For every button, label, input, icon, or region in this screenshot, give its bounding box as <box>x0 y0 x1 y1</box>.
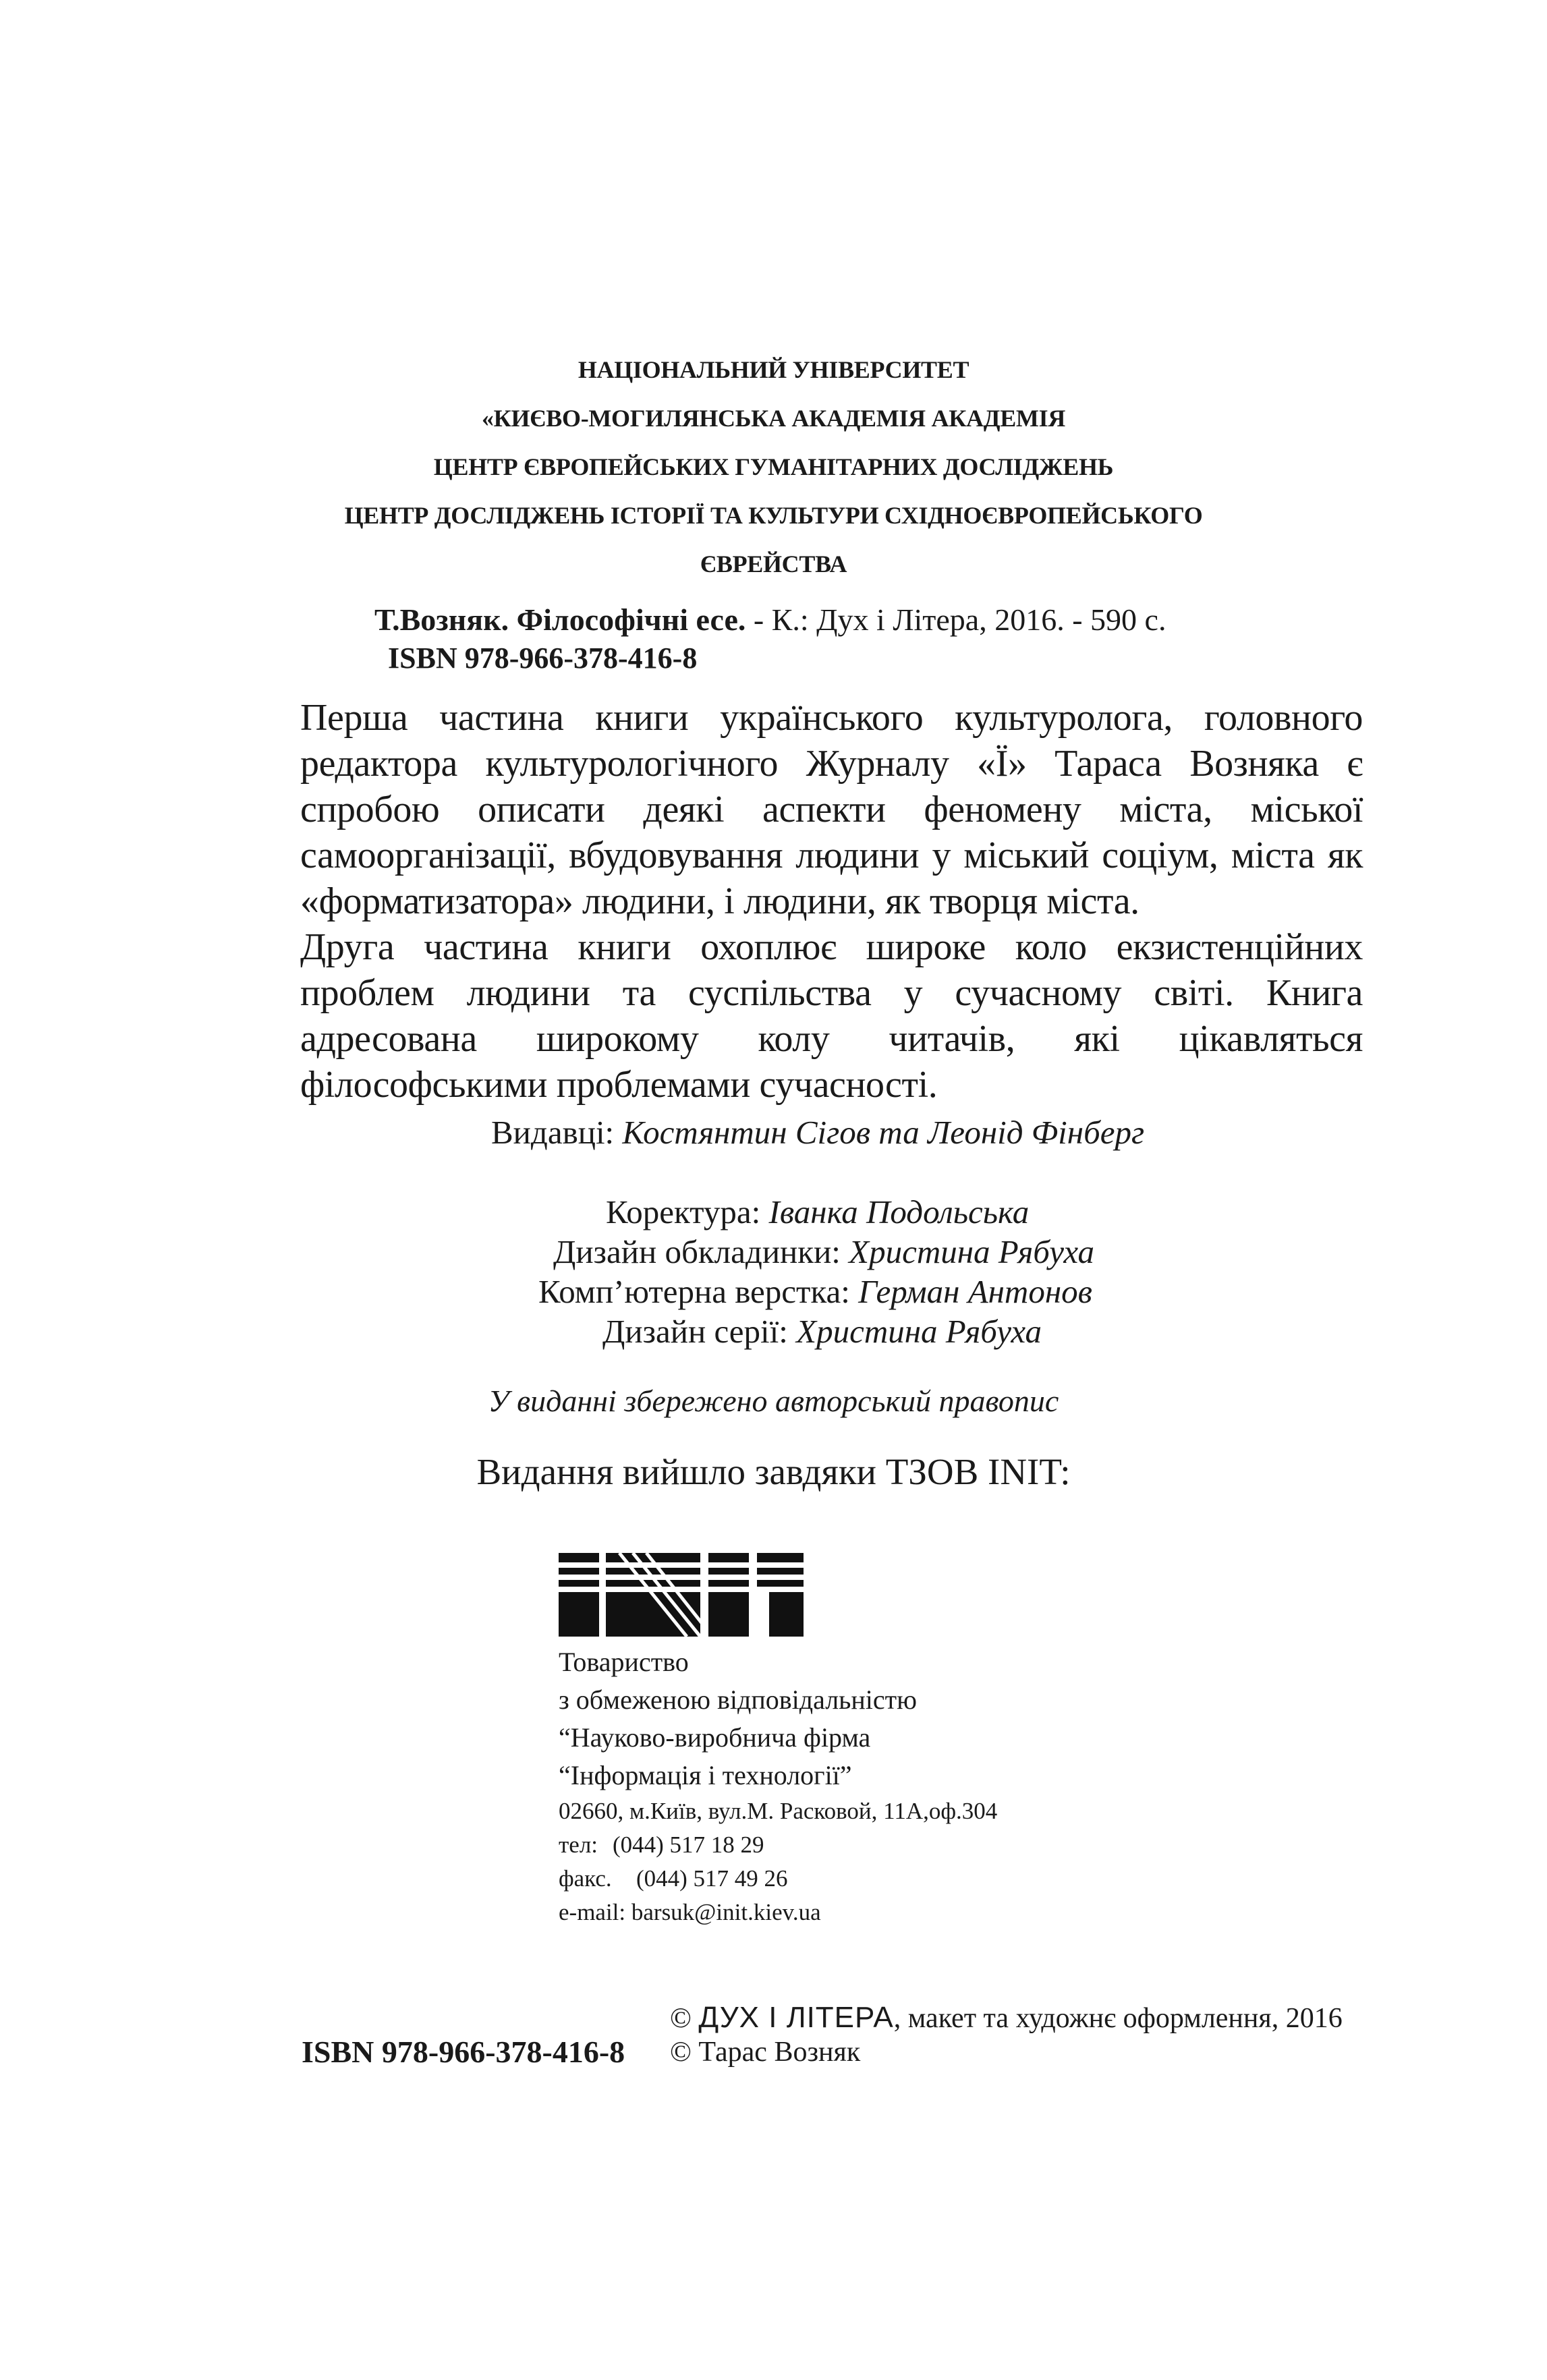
credit-label: Комп’ютерна верстка: <box>538 1273 859 1310</box>
credit-proofreading <box>606 1193 1029 1231</box>
phone-label: тел: <box>559 1832 598 1858</box>
bibliographic-citation <box>374 599 1166 641</box>
phone-number: (044) 517 18 29 <box>613 1832 764 1858</box>
credit-label: Дизайн обкладинки: <box>553 1233 849 1270</box>
company-line: “Інформація і технології” <box>559 1760 852 1790</box>
company-address: 02660, м.Київ, вул.М. Расковой, 11А,оф.304 <box>559 1798 998 1824</box>
credit-value: Герман Антонов <box>858 1273 1092 1310</box>
credit-value: Іванка Подольська <box>768 1193 1030 1230</box>
init-logo <box>559 1553 804 1637</box>
company-phone <box>559 1828 997 1862</box>
header-line: «КИЄВО-МОГИЛЯНСЬКА АКАДЕМІЯ АКАДЕМІЯ <box>481 405 1066 432</box>
spelling-note: У виданні збережено авторський правопис <box>488 1384 1059 1418</box>
company-info <box>559 1643 997 1929</box>
credit-publishers <box>491 1113 1144 1152</box>
email-label: e-mail: <box>559 1899 631 1925</box>
company-fax <box>559 1862 997 1896</box>
credit-value: Христина Рябуха <box>796 1313 1042 1350</box>
fax-label: факс. <box>559 1865 612 1892</box>
header-line: ЦЕНТР ДОСЛІДЖЕНЬ ІСТОРІЇ ТА КУЛЬТУРИ СХІДНОЄВРОПЕЙСЬКОГО <box>344 502 1203 529</box>
credit-label: Коректура: <box>606 1193 769 1230</box>
author-copyright: © Тарас Возняк <box>670 2037 861 2068</box>
credit-label: Видавці: <box>491 1114 623 1151</box>
annotation-paragraph-2: Друга частина книги охоплює широке коло екзистенційних проблем людини та суспільства у сучасному світі. Книга адресована широкому колу читачів, які цікавляться філософськими проблемами сучасності. <box>300 926 1363 1106</box>
annotation-paragraph-1: Перша частина книги українського культуролога, головного редактора культурологічного Журналу «Ї» Тараса Возняка є спробою описати деякі аспекти феномену міста, міської самоорганізації, вбудовування людини у міський соціум, міста як «форматизатора» людини, і людини, як творця міста. <box>300 697 1363 922</box>
imprint: - К.: Дух і Літера, 2016. - 590 с. <box>746 602 1166 637</box>
credit-layout <box>538 1272 1092 1311</box>
publisher-copyright <box>670 2001 1343 2035</box>
company-email <box>559 1896 997 1929</box>
credit-cover-design <box>553 1232 1094 1271</box>
header-line: НАЦІОНАЛЬНИЙ УНІВЕРСИТЕТ <box>578 356 969 383</box>
credit-label: Дизайн серії: <box>602 1313 797 1350</box>
isbn-bottom: ISBN 978-966-378-416-8 <box>302 2035 625 2069</box>
company-line: з обмеженою відповідальністю <box>559 1684 918 1715</box>
copyright-symbol: © <box>670 2003 692 2034</box>
header-line: ЄВРЕЙСТВА <box>700 550 847 577</box>
published-thanks: Видання вийшло завдяки ТЗОВ INIT: <box>476 1451 1071 1492</box>
company-line: “Науково-виробнича фірма <box>559 1722 871 1753</box>
fax-number: (044) 517 49 26 <box>636 1865 788 1892</box>
author-title: Т.Возняк. Філософічні есе. <box>374 602 746 637</box>
institution-header <box>0 345 1547 588</box>
email-address: barsuk@init.kiev.ua <box>631 1899 821 1925</box>
isbn-top: ISBN 978-966-378-416-8 <box>388 642 698 675</box>
credit-value: Костянтин Сігов та Леонід Фінберг <box>622 1114 1145 1151</box>
header-line: ЦЕНТР ЄВРОПЕЙСЬКИХ ГУМАНІТАРНИХ ДОСЛІДЖЕНЬ <box>433 453 1114 480</box>
company-line: Товариство <box>559 1647 689 1677</box>
publisher-rights: , макет та художнє оформлення, 2016 <box>893 2003 1343 2034</box>
credit-series-design <box>602 1312 1042 1351</box>
publisher-brand: ДУХ І ЛІТЕРА <box>698 2001 894 2034</box>
credit-value: Христина Рябуха <box>849 1233 1094 1270</box>
